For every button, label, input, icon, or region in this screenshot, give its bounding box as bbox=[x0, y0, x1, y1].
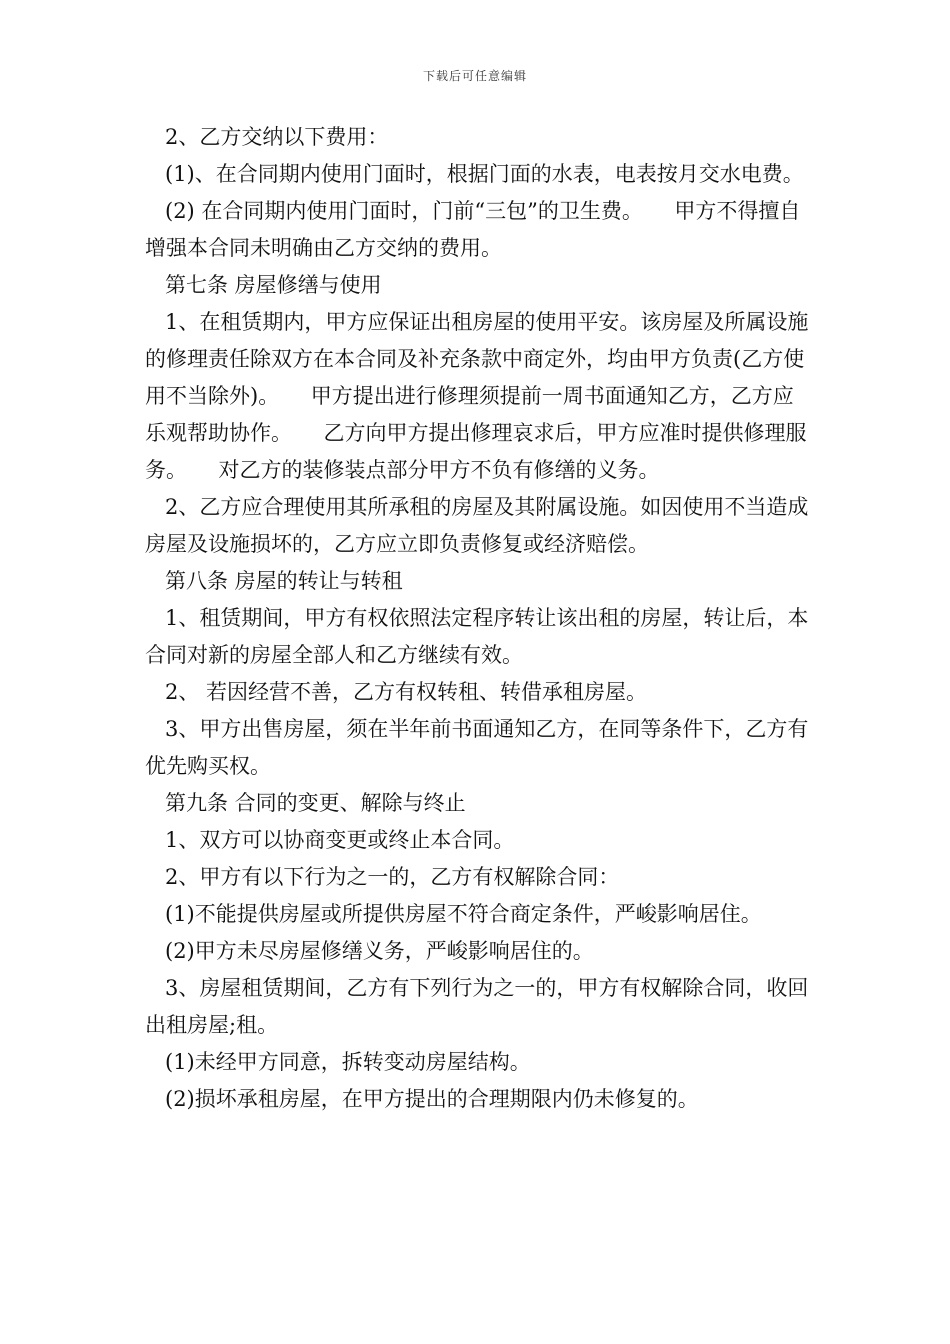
document-body bbox=[145, 119, 810, 1118]
section-heading: 第九条 合同的变更、解除与终止 bbox=[165, 791, 466, 815]
paragraph: 2、甲方有以下行为之一的，乙方有权解除合同： bbox=[165, 865, 620, 889]
paragraph: (2)损坏承租房屋，在甲方提出的合理期限内仍未修复的。 bbox=[165, 1087, 699, 1111]
page-header: 下载后可任意编辑 bbox=[422, 69, 527, 83]
paragraph: 2、乙方应合理使用其所承租的房屋及其附属设施。如因使用不当造成房屋及设施损坏的，乙方应立即负责修复或经济赔偿。 bbox=[145, 495, 809, 556]
paragraph: 1、租赁期间，甲方有权依照法定程序转让该出租的房屋，转让后，本合同对新的房屋全部人和乙方继续有效。 bbox=[145, 606, 809, 667]
paragraph: 1、在租赁期内，甲方应保证出租房屋的使用平安。该房屋及所属设施的修理责任除双方在本合同及补充条款中商定外，均由甲方负责(乙方使用不当除外)。 甲方提出进行修理须提前一周书面通知乙方，乙方应乐观帮助协作。 乙方向甲方提出修理哀求后，甲方应准时提供修理服务。 对乙方的装修装点部分甲方不负有修缮的义务。 bbox=[145, 310, 809, 482]
paragraph: 3、甲方出售房屋，须在半年前书面通知乙方，在同等条件下，乙方有优先购买权。 bbox=[145, 717, 809, 778]
paragraph: 2、 若因经营不善，乙方有权转租、转借承租房屋。 bbox=[165, 680, 648, 704]
paragraph: 2、乙方交纳以下费用： bbox=[165, 125, 389, 149]
section-heading: 第七条 房屋修缮与使用 bbox=[165, 273, 382, 297]
paragraph: (2)甲方未尽房屋修缮义务，严峻影响居住的。 bbox=[165, 939, 594, 963]
paragraph: (2) 在合同期内使用门面时，门前“三包”的卫生费。 甲方不得擅自增强本合同未明确由乙方交纳的费用。 bbox=[145, 199, 801, 260]
section-heading: 第八条 房屋的转让与转租 bbox=[165, 569, 403, 593]
paragraph: (1)、在合同期内使用门面时，根据门面的水表，电表按月交水电费。 bbox=[165, 162, 804, 186]
paragraph: 1、双方可以协商变更或终止本合同。 bbox=[165, 828, 515, 852]
paragraph: 3、房屋租赁期间，乙方有下列行为之一的，甲方有权解除合同，收回出租房屋;租。 bbox=[145, 976, 809, 1037]
paragraph: (1)未经甲方同意，拆转变动房屋结构。 bbox=[165, 1050, 531, 1074]
paragraph: (1)不能提供房屋或所提供房屋不符合商定条件，严峻影响居住。 bbox=[165, 902, 762, 926]
